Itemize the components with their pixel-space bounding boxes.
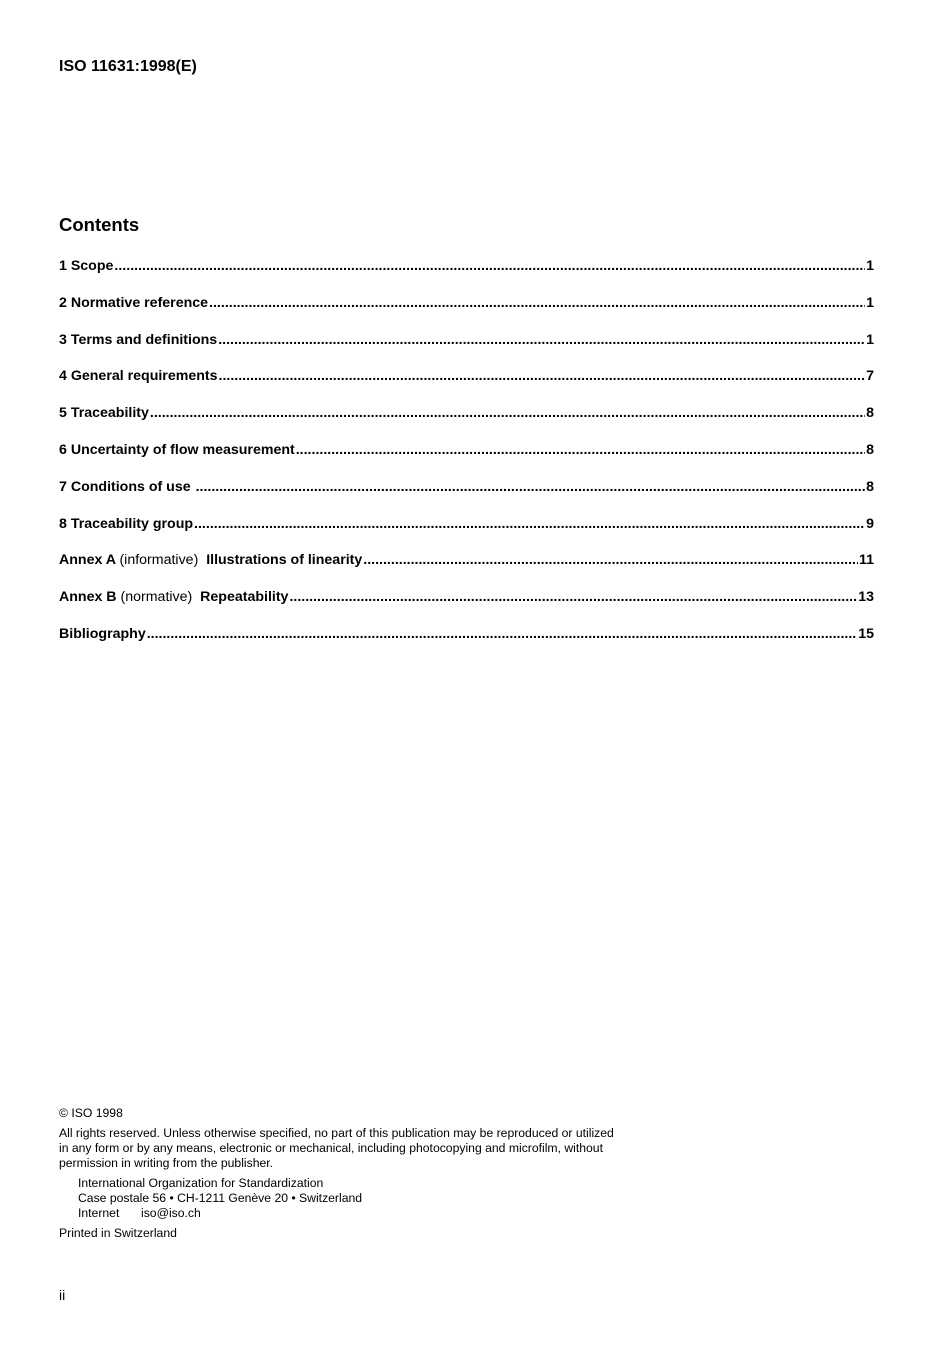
rights-statement: All rights reserved. Unless otherwise specified, no part of this publication may be reproduced or utilized in any form or by any means, electronic or mechanical, including photocopying and microfilm, without permission in writing from the publisher.: [59, 1126, 614, 1170]
toc-page-number: 15: [858, 625, 874, 642]
internet-line: [78, 1206, 619, 1221]
printed-in: Printed in Switzerland: [59, 1226, 177, 1240]
toc-entry-conditions-of-use[interactable]: [59, 477, 874, 514]
toc-dot-leader: [296, 440, 865, 460]
toc-page-number: 9: [866, 515, 874, 532]
toc-entry-label: 4 General requirements: [59, 368, 218, 385]
toc-entry-label: 8 Traceability group: [59, 515, 194, 532]
toc-dot-leader: [196, 477, 866, 497]
toc-page-number: 1: [866, 294, 874, 311]
toc-entry-label: 6 Uncertainty of flow measurement: [59, 441, 295, 458]
toc-entry-terms-and-definitions[interactable]: [59, 330, 874, 367]
toc-dot-leader: [209, 293, 865, 313]
toc-entry-label: 7 Conditions of use: [59, 478, 191, 495]
toc-dot-leader: [114, 256, 865, 276]
toc-entry-label: 5 Traceability: [59, 405, 149, 422]
toc-entry-annex-type: (informative): [119, 552, 199, 569]
organization-address: [59, 1176, 619, 1221]
contents-heading: Contents: [59, 214, 140, 235]
toc-dot-leader: [147, 624, 858, 644]
toc-page-number: 8: [866, 405, 874, 422]
toc-entry-annex-type: (normative): [120, 589, 193, 606]
toc-entry-uncertainty[interactable]: [59, 440, 874, 477]
toc-entry-traceability[interactable]: [59, 403, 874, 440]
toc-page-number: 7: [866, 368, 874, 385]
toc-page-number: 8: [866, 441, 874, 458]
copyright-notice: [59, 1106, 619, 1241]
toc-page-number: 11: [859, 552, 874, 569]
toc-dot-leader: [219, 366, 866, 386]
toc-entry-annex-a[interactable]: [59, 550, 874, 587]
toc-dot-leader: [150, 403, 865, 423]
document-identifier: ISO 11631:1998(E): [59, 58, 197, 75]
toc-entry-bibliography[interactable]: [59, 624, 874, 661]
organization-name: International Organization for Standardization: [78, 1176, 324, 1190]
toc-dot-leader: [194, 514, 865, 534]
postal-address: Case postale 56 • CH-1211 Genève 20 • Switzerland: [78, 1191, 363, 1205]
toc-entry-general-requirements[interactable]: [59, 366, 874, 403]
toc-entry-label: 2 Normative reference: [59, 294, 209, 311]
toc-entry-label: 3 Terms and definitions: [59, 331, 218, 348]
toc-entry-normative-reference[interactable]: [59, 293, 874, 330]
toc-entry-label: Annex A (informative) Illustrations of linearity: [59, 552, 363, 569]
toc-entry-annex-title: Illustrations of linearity: [206, 552, 363, 569]
internet-address[interactable]: iso@iso.ch: [141, 1206, 201, 1220]
toc-dot-leader: [218, 330, 865, 350]
table-of-contents: [59, 256, 874, 661]
toc-entry-annex-b[interactable]: [59, 587, 874, 624]
toc-entry-label: Annex B (normative) Repeatability: [59, 589, 289, 606]
toc-dot-leader: [363, 550, 858, 570]
toc-page-number: 13: [858, 589, 874, 606]
toc-entry-annex-title: Repeatability: [200, 589, 289, 606]
toc-entry-traceability-group[interactable]: [59, 514, 874, 551]
toc-entry-label: Bibliography: [59, 625, 146, 642]
toc-page-number: 8: [866, 478, 874, 495]
toc-dot-leader: [289, 587, 857, 607]
page-number: ii: [59, 1287, 66, 1303]
toc-entry-scope[interactable]: [59, 256, 874, 293]
toc-page-number: 1: [866, 258, 874, 274]
internet-label: Internet: [78, 1206, 120, 1220]
toc-page-number: 1: [866, 331, 874, 348]
toc-entry-label: 1 Scope: [59, 258, 114, 274]
copyright-line: © ISO 1998: [59, 1106, 123, 1120]
